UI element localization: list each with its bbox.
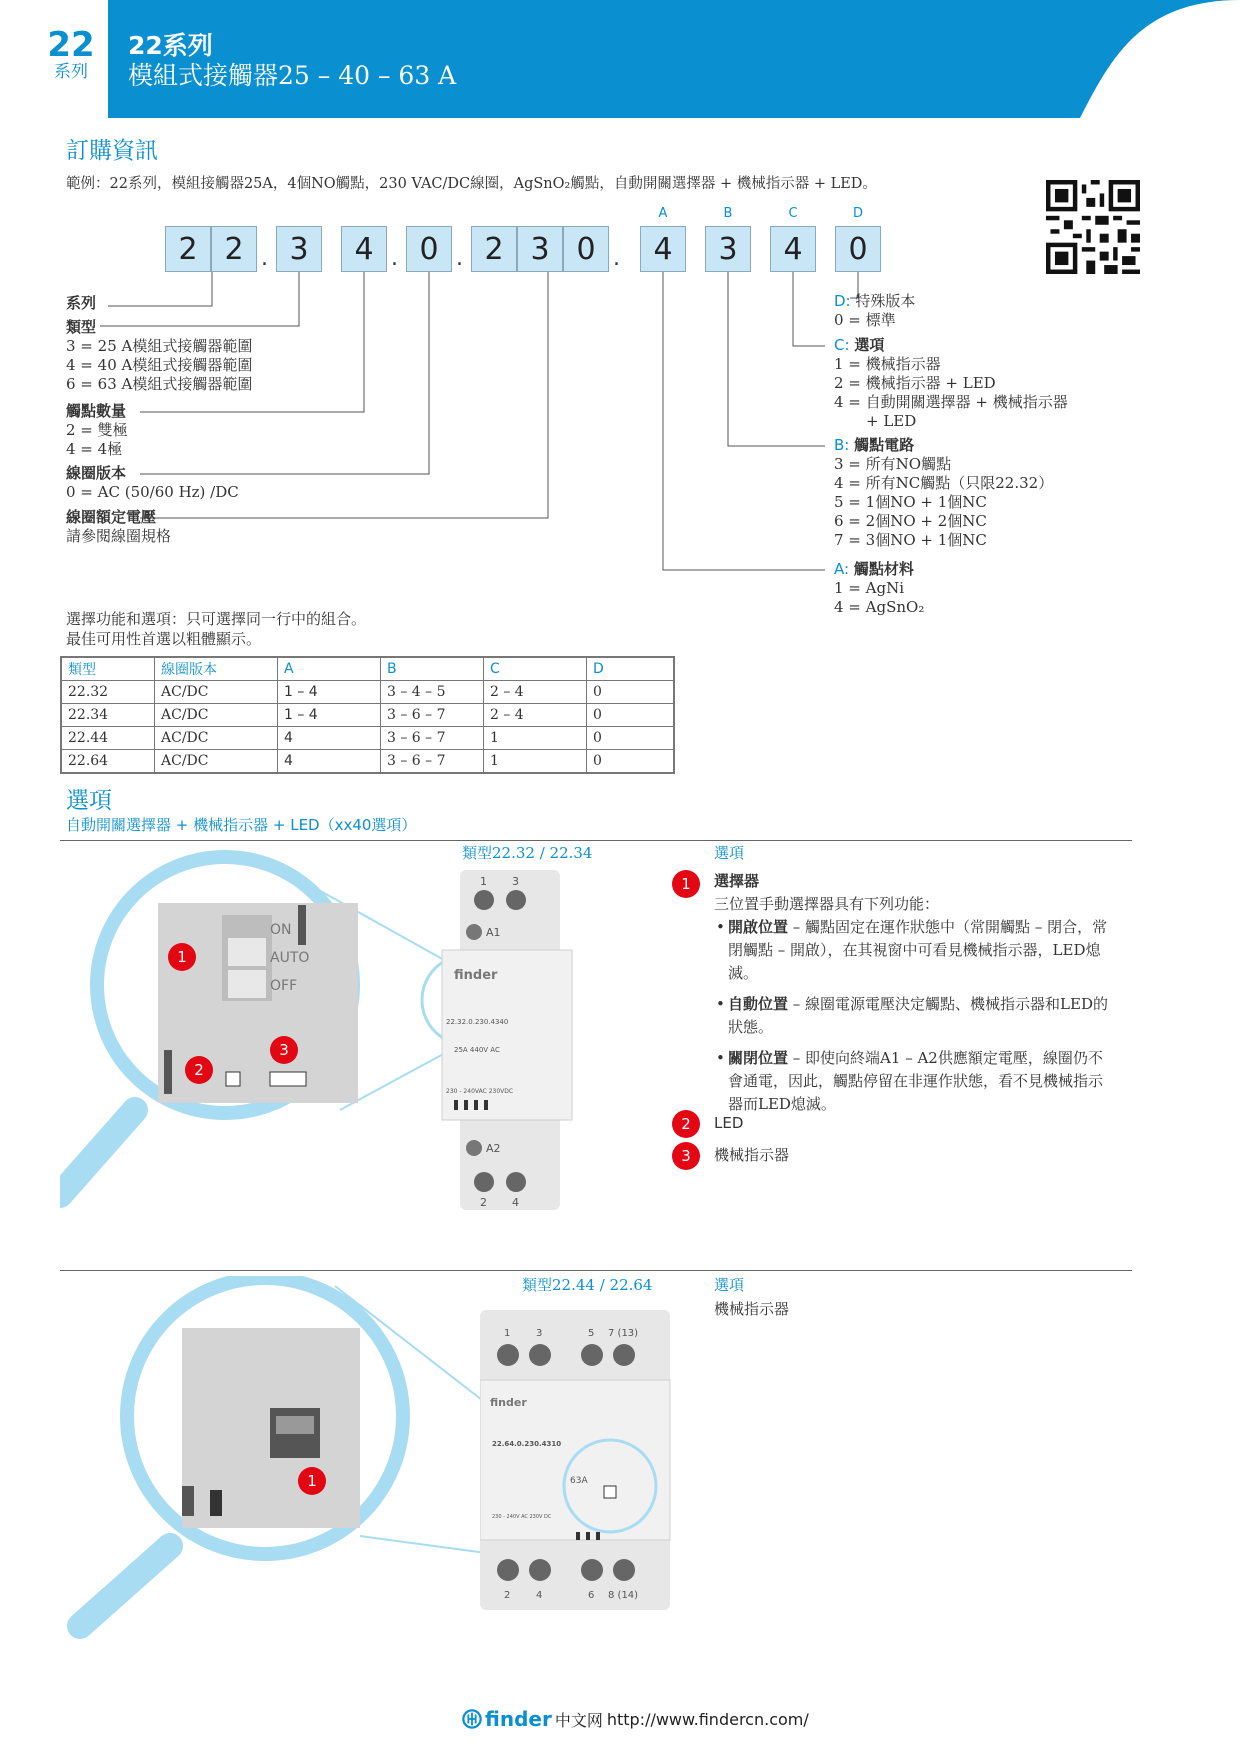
selection-note-2: 最佳可用性首選以粗體顯示。 [66,630,262,648]
label-c-options: C: 選項 1 = 機械指示器 2 = 機械指示器 + LED 4 = 自動開關選擇器 + 機械指示器 + LED [834,336,1068,430]
page-footer [462,1707,809,1731]
table-cell: 1 – 4 [278,704,381,727]
col-letter-a: A [658,206,668,221]
device2-term: 4 [536,1590,543,1601]
callout-badge-2: 2 [185,1056,213,1084]
table-cell: 4 [278,727,381,750]
table-cell: 2 – 4 [484,681,587,704]
col-letter-b: B [723,206,733,221]
callout-badge-3: 3 [270,1036,298,1064]
device2-coil: 230 - 240V AC 230V DC [492,1514,552,1520]
zoom-auto-label: AUTO [270,950,310,966]
table-header-cell: B [381,657,484,681]
logo-text: finder [992,46,1101,86]
callout-badge-1: 1 [672,870,700,898]
device1-coil: 230 - 240VAC 230VDC [446,1088,514,1095]
code-digit: 0 [406,226,452,272]
table-cell: 2 – 4 [484,704,587,727]
footer-url-link[interactable]: http://www.findercn.com/ [606,1709,809,1729]
device2-term: 5 [588,1328,595,1339]
table-cell: 3 – 6 – 7 [381,727,484,750]
contactor-device-2pole [432,870,582,1210]
label-series: 系列 [66,294,97,312]
label-contacts: 觸點數量 2 = 雙極 4 = 4極 [66,402,128,458]
table-row [61,727,674,750]
device1-code: 22.32.0.230.4340 [446,1018,509,1026]
table-cell: 0 [587,750,675,774]
footer-cn: 中文网 [554,1710,603,1730]
code-digit: 2 [211,226,257,272]
page-title: 模組式接觸器25 – 40 – 63 A [128,61,457,90]
table-cell: 0 [587,681,675,704]
type1-label: 類型22.32 / 22.34 [462,844,593,862]
option-selector-description: 選擇器 三位置手動選擇器具有下列功能： • 開啟位置 – 觸點固定在運作狀態中（常開觸點 – 閉合，常閉觸點 – 開啟），在其視窗中可看見機械指示器，LED熄滅。 • 自動位置 – 線圈電源電壓決定觸點、機械指示器和LED的狀態。 • 關閉位置 – 即使向終端A1 – A2供應額定電壓，線圈仍不會通電，因此，觸點停留在非運作狀態，看不見機械指示器而LED熄滅。 [714,870,1114,1124]
type2-label: 類型22.44 / 22.64 [522,1276,653,1294]
code-digit: 3 [705,226,751,272]
ordering-example: 範例：22系列，模組接觸器25A，4個NO觸點，230 VAC/DC線圈，AgSnO₂觸點，自動開關選擇器 + 機械指示器 + LED。 [66,176,877,192]
table-cell: 22.44 [61,727,155,750]
table-row [61,681,674,704]
side-number: 22 [47,25,95,65]
table-cell: 22.64 [61,750,155,774]
device2-term: 8 (14) [608,1590,639,1601]
device2-term: 1 [504,1328,511,1339]
code-separator: . [261,246,268,271]
code-digit: 3 [517,226,563,272]
option2-label: 選項 [714,1276,745,1294]
label-a-material: A: 觸點材料 1 = AgNi 4 = AgSnO₂ [834,560,925,616]
code-digit: 3 [276,226,322,272]
finder-footer-icon [462,1709,482,1729]
device1-brand: finder [454,968,498,983]
code-digit: 4 [341,226,387,272]
code-separator: . [613,246,620,271]
footer-brand: finder [485,1707,552,1731]
device1-a1: A1 [486,926,501,939]
zoom-off-label: OFF [270,978,298,994]
device2-brand: finder [490,1396,527,1409]
col-letter-d: D [852,206,863,221]
device2-term: 7 (13) [608,1328,639,1339]
device1-term: 3 [512,875,519,888]
table-cell: AC/DC [155,681,278,704]
label-b-circuit: B: 觸點電路 3 = 所有NO觸點 4 = 所有NC觸點（只限22.32） 5 = 1個NO + 1個NC 6 = 2個NO + 2個NC 7 = 3個NO + 1個NC [834,436,1054,549]
device1-a2: A2 [486,1142,501,1155]
code-digit: 2 [165,226,211,272]
table-header-cell: 線圈版本 [155,657,278,681]
code-digit: 4 [640,226,686,272]
table-header-cell: 類型 [61,657,155,681]
table-cell: 1 [484,750,587,774]
option-led-label: LED [714,1114,744,1132]
code-digit: 4 [770,226,816,272]
table-cell: AC/DC [155,727,278,750]
code-digit: 2 [471,226,517,272]
table-cell: AC/DC [155,704,278,727]
callout-badge-1: 1 [168,943,196,971]
table-header-cell: C [484,657,587,681]
selection-note-1: 選擇功能和選項：只可選擇同一行中的組合。 [66,610,367,628]
contactor-device-4pole-drawing [480,1310,698,1610]
zoom-on-label: ON [270,922,292,938]
col-letter-c: C [788,206,798,221]
option-indicator-label: 機械指示器 [714,1146,790,1164]
code-digit: 0 [563,226,609,272]
code-digit: 0 [835,226,881,272]
device2-term: 3 [536,1328,543,1339]
contactor-device-4pole [480,1310,698,1610]
option2-item: 機械指示器 [714,1300,790,1318]
device2-rating: 63A [570,1476,588,1486]
table-cell: 0 [587,727,675,750]
table-cell: 22.32 [61,681,155,704]
code-separator: . [391,246,398,271]
ordering-connector-lines [0,0,1240,620]
table-cell: 3 – 4 – 5 [381,681,484,704]
device1-term: 4 [512,1196,519,1209]
table-cell: 3 – 6 – 7 [381,750,484,774]
ordering-heading: 訂購資訊 [66,138,158,164]
options-heading: 選項 [66,788,112,814]
device2-term: 2 [504,1590,511,1601]
table-cell: 3 – 6 – 7 [381,704,484,727]
table-cell: 22.34 [61,704,155,727]
device1-rating: 25A 440V AC [454,1046,500,1054]
callout-badge-3: 3 [672,1142,700,1170]
header-series: 22系列 [128,31,213,60]
callout-badge-2: 2 [672,1110,700,1138]
table-header-cell: A [278,657,381,681]
device2-code: 22.64.0.230.4310 [492,1440,562,1448]
table-cell: 4 [278,750,381,774]
table-header-row [61,657,674,681]
table-cell: AC/DC [155,750,278,774]
label-coil-version: 線圈版本 0 = AC (50/60 Hz) /DC [66,464,239,501]
label-type: 類型 3 = 25 A模組式接觸器範圍 4 = 40 A模組式接觸器範圍 6 = 63 A模組式接觸器範圍 [66,318,253,393]
section-divider [60,1270,1132,1271]
table-row [61,750,674,774]
table-cell: 1 [484,727,587,750]
side-label: 系列 [54,62,88,82]
options-subheading: 自動開關選擇器 + 機械指示器 + LED（xx40選項） [66,816,417,834]
option1-label: 選項 [714,844,745,862]
device1-term: 1 [480,875,487,888]
table-header-cell: D [587,657,675,681]
label-coil-voltage: 線圈額定電壓 請參閱線圈規格 [66,508,172,545]
contactor-device-2pole-drawing [432,870,582,1210]
table-cell: 1 – 4 [278,681,381,704]
label-d-special: D: 特殊版本 0 = 標準 [834,292,916,329]
code-separator: . [456,246,463,271]
device1-term: 2 [480,1196,487,1209]
table-row [61,704,674,727]
table-cell: 0 [587,704,675,727]
section-divider [60,840,1132,841]
selection-table [60,656,675,774]
callout-badge-1: 1 [298,1467,326,1495]
device2-term: 6 [588,1590,595,1601]
